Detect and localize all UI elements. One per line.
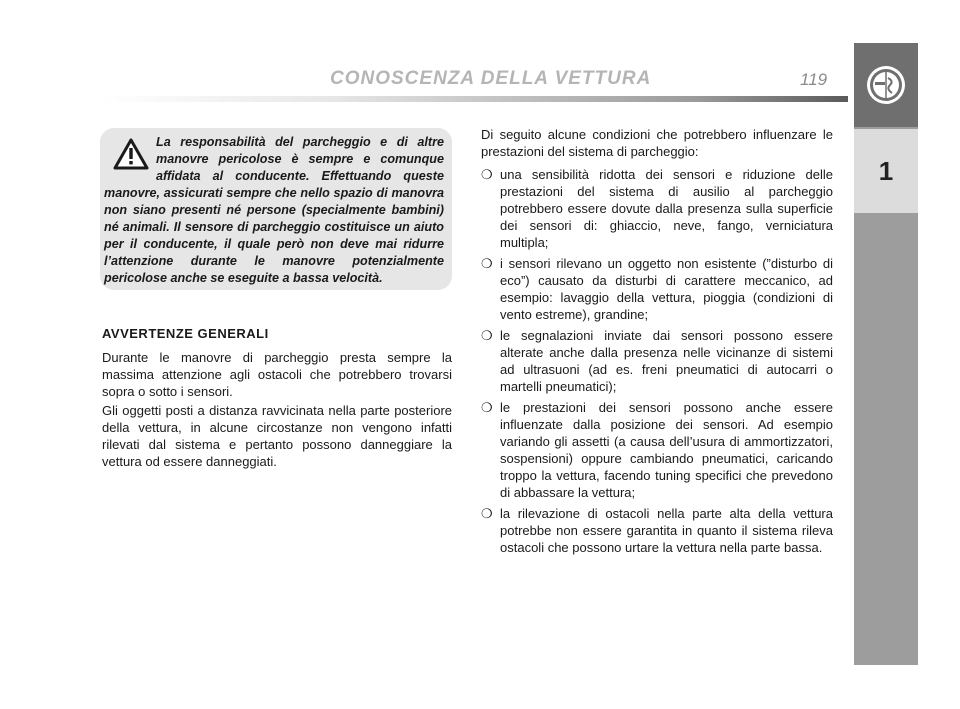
page-number: 119 [800, 70, 828, 89]
list-item: ❍ i sensori rilevano un oggetto non esistente (”disturbo di eco”) causato da disturbi di carattere meccanico, ad esempio: lavaggio della vettura, pioggia (condizioni di vento estreme), grandine; [481, 256, 833, 322]
section-heading: AVVERTENZE GENERALI [102, 326, 269, 341]
alfa-romeo-logo-icon [865, 64, 907, 106]
chapter-box [854, 129, 918, 213]
bullet-icon: ❍ [481, 506, 493, 521]
chapter-number: 1 [878, 155, 894, 186]
bullet-icon: ❍ [481, 400, 493, 415]
header-rule [100, 96, 848, 102]
list-item: ❍ le segnalazioni inviate dai sensori possono essere alterate anche dalla presenza nelle vicinanze di sistemi ad ultrasuoni (ad es. freni pneumatici di autocarri o martelli pneumatici); [481, 328, 833, 394]
logo-box [854, 43, 918, 127]
conditions-list [481, 166, 833, 560]
list-item: ❍ la rilevazione di ostacoli nella parte alta della vettura potrebbe non essere garantita in quanto il sistema rileva ostacoli che possono urtare la vettura nella parte bassa. [481, 506, 833, 555]
list-item: ❍ le prestazioni dei sensori possono anche essere influenzate dalla posizione dei sensori. Ad esempio variando gli assetti (a causa dell’usura di ammortizzatori, sospensioni) oppure cambiando pneumatici, caricando troppo la vettura, facendo tuning specifici che prevedono di abbassare la vettura; [481, 400, 833, 500]
list-item: ❍ una sensibilità ridotta dei sensori e riduzione delle prestazioni del sistema di ausilio al parcheggio potrebbero essere dovute dalla presenza sulla superficie dei sensori di: ghiaccio, neve, fango, verniciatura multipla; [481, 167, 833, 250]
chapter-side-tab [854, 43, 918, 665]
body-paragraph: Gli oggetti posti a distanza ravvicinata nella parte posteriore della vettura, in alcune circostanze non vengono infatti rilevati dal sistema e pertanto possono danneggiare la vettura od essere danneggiati. [102, 403, 452, 469]
bullet-icon: ❍ [481, 256, 493, 271]
intro-paragraph: Di seguito alcune condizioni che potrebbero influenzare le prestazioni del sistema di parcheggio: [481, 127, 833, 159]
header-title: CONOSCENZA DELLA VETTURA [330, 68, 652, 89]
warning-text: La responsabilità del parcheggio e di altre manovre pericolose è sempre e comunque affidata al conducente. Effettuando queste manovre, assicurati sempre che nello spazio di manovra non siano presenti né persone (specialmente bambini) né animali. Il sensore di parcheggio costituisce un aiuto per il conducente, il quale però non deve mai ridurre l’attenzione durante le manovre potenzialmente pericolose anche se eseguite a bassa velocità. [104, 135, 444, 285]
body-paragraph: Durante le manovre di parcheggio presta sempre la massima attenzione agli ostacoli che potrebbero trovarsi sopra o sotto i sensori. [102, 350, 452, 399]
bullet-icon: ❍ [481, 328, 493, 343]
bullet-icon: ❍ [481, 167, 493, 182]
